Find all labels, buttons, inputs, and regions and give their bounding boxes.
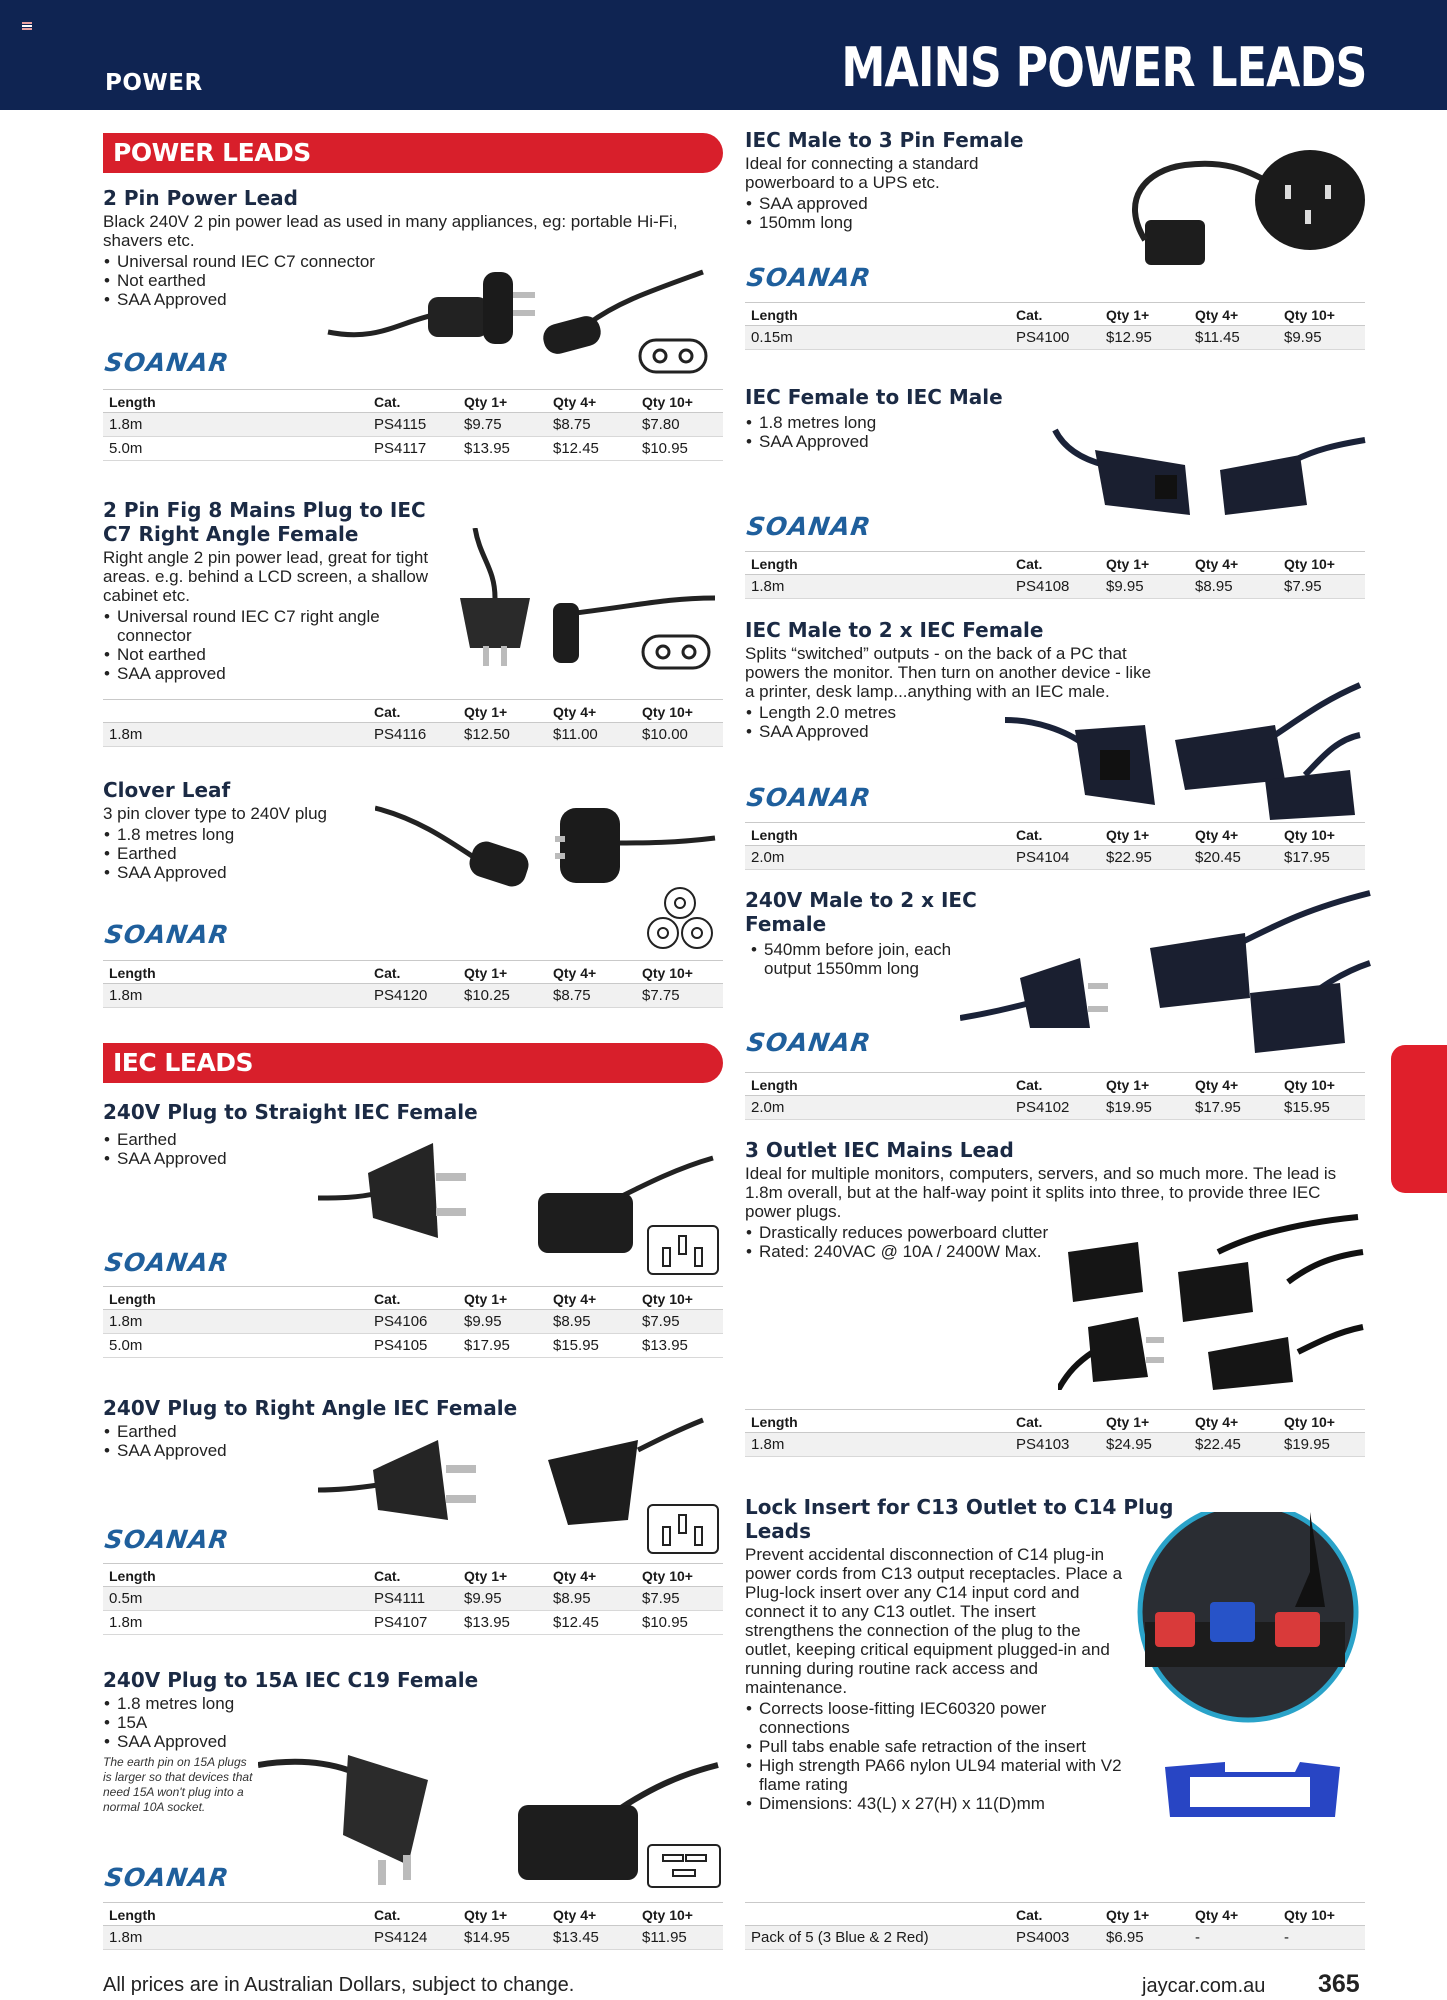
product-image-lock-insert xyxy=(1135,1512,1367,1832)
page-header xyxy=(0,0,1447,110)
table-header-cell: Cat. xyxy=(368,1903,458,1926)
table-cell: 1.8m xyxy=(745,1433,1010,1457)
table-cell: - xyxy=(1189,1926,1278,1950)
table-cell: $15.95 xyxy=(1278,1096,1365,1120)
table-row xyxy=(103,984,723,1008)
table-header-cell: Length xyxy=(103,1564,368,1587)
brand-logo: SOANAR xyxy=(102,348,232,377)
table-header-cell: Qty 10+ xyxy=(636,1564,723,1587)
table-header-cell: Qty 1+ xyxy=(1100,303,1189,326)
socket-c19-icon xyxy=(648,1845,720,1887)
brand-logo: SOANAR xyxy=(744,512,874,541)
table-header-cell: Length xyxy=(745,303,1010,326)
table-cell: $8.75 xyxy=(547,413,636,437)
table-header-cell: Length xyxy=(745,1410,1010,1433)
table-cell: 5.0m xyxy=(103,1334,368,1358)
table-cell: $17.95 xyxy=(1278,846,1365,870)
table-header-cell: Length xyxy=(745,823,1010,846)
bullet: • 1.8 metres long xyxy=(745,413,1045,432)
product-desc: Black 240V 2 pin power lead as used in many appliances, eg: portable Hi-Fi, shavers etc. xyxy=(103,212,678,250)
table-cell: $7.95 xyxy=(1278,575,1365,599)
bullet: • SAA Approved xyxy=(103,290,723,309)
table-cell: $22.95 xyxy=(1100,846,1189,870)
table-cell: PS4106 xyxy=(368,1310,458,1334)
price-table xyxy=(103,389,723,461)
bullet: • Dimensions: 43(L) x 27(H) x 11(D)mm xyxy=(745,1794,1125,1813)
table-header-cell xyxy=(745,1903,1010,1926)
table-cell: $8.95 xyxy=(547,1587,636,1611)
bullet: • Universal round IEC C7 connector xyxy=(103,252,723,271)
table-header-cell: Qty 1+ xyxy=(1100,1073,1189,1096)
table-cell: PS4108 xyxy=(1010,575,1100,599)
brand-logo: SOANAR xyxy=(744,783,874,812)
table-header-cell: Qty 4+ xyxy=(1189,1410,1278,1433)
table-header-cell: Qty 10+ xyxy=(636,961,723,984)
table-cell: 2.0m xyxy=(745,846,1010,870)
product-fig8-right-angle xyxy=(103,498,433,683)
price-table xyxy=(745,1902,1365,1950)
product-image-straight-iec xyxy=(318,1138,723,1278)
table-cell: $11.95 xyxy=(636,1926,723,1950)
table-header-cell: Qty 1+ xyxy=(458,390,547,413)
table-header-cell: Qty 10+ xyxy=(636,700,723,723)
bullet: • Length 2.0 metres xyxy=(745,703,1165,722)
price-table xyxy=(103,1902,723,1950)
table-row xyxy=(103,1587,723,1611)
brand-logo: SOANAR xyxy=(102,1525,232,1554)
table-header-cell: Qty 4+ xyxy=(547,1564,636,1587)
bullet: • 540mm before join, each output 1550mm long xyxy=(750,940,995,978)
table-cell: Pack of 5 (3 Blue & 2 Red) xyxy=(745,1926,1010,1950)
table-cell: $8.95 xyxy=(547,1310,636,1334)
product-image-2-pin-lead xyxy=(318,262,723,382)
price-table xyxy=(745,1072,1365,1120)
table-cell: 1.8m xyxy=(103,1611,368,1635)
table-cell: $9.95 xyxy=(458,1310,547,1334)
price-table xyxy=(103,960,723,1008)
product-240v-male-2x-iec-female xyxy=(745,888,995,978)
table-header-cell: Qty 1+ xyxy=(458,700,547,723)
bullet: • SAA approved xyxy=(103,664,433,683)
table-header-cell: Qty 4+ xyxy=(547,961,636,984)
table-cell: $7.80 xyxy=(636,413,723,437)
table-cell: $13.45 xyxy=(547,1926,636,1950)
table-cell: $13.95 xyxy=(636,1334,723,1358)
table-header-cell: Qty 1+ xyxy=(1100,552,1189,575)
table-cell: PS4117 xyxy=(368,437,458,461)
table-header-cell: Cat. xyxy=(1010,1903,1100,1926)
table-header-cell: Cat. xyxy=(368,1564,458,1587)
page-number: 365 xyxy=(1318,1970,1360,1998)
table-cell: $24.95 xyxy=(1100,1433,1189,1457)
table-cell: $19.95 xyxy=(1100,1096,1189,1120)
product-desc: Ideal for connecting a standard powerboard to a UPS etc. xyxy=(745,154,979,192)
price-table xyxy=(103,1286,723,1358)
table-cell: $14.95 xyxy=(458,1926,547,1950)
product-title: 240V Plug to Right Angle IEC Female xyxy=(103,1396,518,1420)
table-cell: $12.45 xyxy=(547,437,636,461)
table-row xyxy=(745,1096,1365,1120)
product-title: 240V Plug to 15A IEC C19 Female xyxy=(103,1668,479,1692)
table-cell: $9.95 xyxy=(1100,575,1189,599)
socket-c13-icon xyxy=(648,1226,718,1274)
table-cell: PS4100 xyxy=(1010,326,1100,350)
bullet: • Not earthed xyxy=(103,271,723,290)
table-header-cell: Qty 4+ xyxy=(547,700,636,723)
product-image-iec-3pin xyxy=(1125,140,1367,275)
table-header-cell: Length xyxy=(103,961,368,984)
product-image-clover-lead xyxy=(375,798,723,958)
product-title: Lock Insert for C13 Outlet to C14 Plug Leads xyxy=(745,1495,1174,1543)
bullet: • 1.8 metres long xyxy=(103,1694,723,1713)
table-header-cell: Qty 10+ xyxy=(636,390,723,413)
table-row xyxy=(103,437,723,461)
table-cell: PS4103 xyxy=(1010,1433,1100,1457)
bullet: • 150mm long xyxy=(745,213,1045,232)
table-cell: 1.8m xyxy=(103,723,368,747)
product-image-iec-splitter xyxy=(1005,680,1367,820)
product-desc: Prevent accidental disconnection of C14 plug-in power cords from C13 output receptacles. Place a Plug-lock insert over any C14 input cord and connect it to any C13 outlet. The insert strengthens the connection of the plug to the outlet, keeping critical equipment plugged-in and running during routine rack access and maintenance. xyxy=(745,1545,1123,1697)
product-iec-male-3pin-female xyxy=(745,128,1045,232)
table-header-cell: Qty 10+ xyxy=(636,1903,723,1926)
price-table xyxy=(745,551,1365,599)
table-cell: 5.0m xyxy=(103,437,368,461)
bullet: • Earthed xyxy=(103,1422,723,1441)
table-header-cell: Cat. xyxy=(368,700,458,723)
table-header-cell: Qty 4+ xyxy=(1189,552,1278,575)
table-header-cell: Qty 10+ xyxy=(1278,1903,1365,1926)
product-title: IEC Female to IEC Male xyxy=(745,385,1003,409)
table-header-cell: Length xyxy=(745,1073,1010,1096)
table-cell: PS4120 xyxy=(368,984,458,1008)
table-header-cell: Length xyxy=(103,390,368,413)
table-header-cell: Qty 1+ xyxy=(458,1564,547,1587)
table-cell: $13.95 xyxy=(458,1611,547,1635)
product-title: 2 Pin Fig 8 Mains Plug to IEC C7 Right Angle Female xyxy=(103,498,426,546)
product-lock-insert xyxy=(745,1495,1174,1813)
table-row xyxy=(103,723,723,747)
table-header-cell: Qty 10+ xyxy=(1278,823,1365,846)
table-row xyxy=(745,1926,1365,1950)
table-header-cell xyxy=(103,700,368,723)
bullet: • SAA Approved xyxy=(103,1149,723,1168)
table-header-cell: Qty 1+ xyxy=(1100,1903,1189,1926)
product-image-right-angle-iec xyxy=(318,1410,723,1555)
bullet: • Earthed xyxy=(103,844,363,863)
product-title: IEC Male to 3 Pin Female xyxy=(745,128,1024,152)
product-image-fig8-lead xyxy=(435,528,723,678)
brand-logo: SOANAR xyxy=(102,1248,232,1277)
table-cell: $10.00 xyxy=(636,723,723,747)
table-header-cell: Qty 4+ xyxy=(1189,303,1278,326)
table-header-cell: Qty 1+ xyxy=(458,1287,547,1310)
bullet: • SAA approved xyxy=(745,194,1045,213)
table-header-cell: Qty 10+ xyxy=(1278,552,1365,575)
table-row xyxy=(103,1926,723,1950)
price-table xyxy=(103,1563,723,1635)
product-title: 240V Plug to Straight IEC Female xyxy=(103,1100,478,1124)
brand-logo: SOANAR xyxy=(744,1028,874,1057)
table-cell: PS4104 xyxy=(1010,846,1100,870)
product-title: 240V Male to 2 x IEC Female xyxy=(745,888,977,936)
side-tab[interactable] xyxy=(1391,1045,1447,1193)
table-header-cell: Qty 4+ xyxy=(1189,823,1278,846)
page-title: MAINS POWER LEADS xyxy=(841,36,1367,99)
bullet: • SAA Approved xyxy=(103,863,363,882)
product-clover-leaf xyxy=(103,778,363,882)
table-header-cell: Qty 10+ xyxy=(1278,1073,1365,1096)
table-cell: PS4102 xyxy=(1010,1096,1100,1120)
bullet: • SAA Approved xyxy=(103,1441,723,1460)
table-cell: PS4107 xyxy=(368,1611,458,1635)
bullet: • High strength PA66 nylon UL94 material with V2 flame rating xyxy=(745,1756,1125,1794)
table-cell: $8.75 xyxy=(547,984,636,1008)
product-title: 2 Pin Power Lead xyxy=(103,186,298,210)
table-row xyxy=(745,326,1365,350)
table-cell: 1.8m xyxy=(103,1310,368,1334)
product-title: IEC Male to 2 x IEC Female xyxy=(745,618,1044,642)
table-cell: 0.15m xyxy=(745,326,1010,350)
table-cell: $11.00 xyxy=(547,723,636,747)
product-title: 3 Outlet IEC Mains Lead xyxy=(745,1138,1014,1162)
price-table xyxy=(745,302,1365,350)
table-row xyxy=(103,1611,723,1635)
table-cell: $17.95 xyxy=(1189,1096,1278,1120)
table-cell: $9.75 xyxy=(458,413,547,437)
product-desc: Splits “switched” outputs - on the back of a PC that powers the monitor. Then turn on another device - like a printer, desk lamp...anything with an IEC male. xyxy=(745,644,1152,701)
socket-clover-icon xyxy=(665,888,695,918)
table-header-cell: Cat. xyxy=(1010,823,1100,846)
table-header-cell: Qty 10+ xyxy=(1278,303,1365,326)
product-image-3-outlet-lead xyxy=(1058,1212,1367,1390)
table-cell: $9.95 xyxy=(458,1587,547,1611)
table-row xyxy=(103,1334,723,1358)
table-header-cell: Qty 1+ xyxy=(1100,823,1189,846)
table-header-cell: Cat. xyxy=(368,390,458,413)
table-header-cell: Cat. xyxy=(1010,303,1100,326)
flag-icon xyxy=(22,22,32,30)
bullet: • Not earthed xyxy=(103,645,433,664)
table-header-cell: Cat. xyxy=(1010,1073,1100,1096)
table-header-cell: Cat. xyxy=(1010,552,1100,575)
table-cell: $11.45 xyxy=(1189,326,1278,350)
table-cell: PS4105 xyxy=(368,1334,458,1358)
bullet: • 1.8 metres long xyxy=(103,825,363,844)
table-cell: 0.5m xyxy=(103,1587,368,1611)
table-header-cell: Qty 10+ xyxy=(1278,1410,1365,1433)
table-cell: $7.95 xyxy=(636,1310,723,1334)
table-cell: PS4115 xyxy=(368,413,458,437)
table-cell: $22.45 xyxy=(1189,1433,1278,1457)
bullet: • Pull tabs enable safe retraction of the insert xyxy=(745,1737,1125,1756)
table-header-cell: Qty 4+ xyxy=(1189,1073,1278,1096)
table-cell: $9.95 xyxy=(1278,326,1365,350)
table-cell: $10.95 xyxy=(636,1611,723,1635)
table-row xyxy=(745,1433,1365,1457)
bullet: • Corrects loose-fitting IEC60320 power connections xyxy=(745,1699,1125,1737)
product-note: The earth pin on 15A plugs is larger so that devices that need 15A won't plug into a normal 10A socket. xyxy=(103,1755,253,1814)
bullet: • Universal round IEC C7 right angle connector xyxy=(103,607,433,645)
table-cell: $7.75 xyxy=(636,984,723,1008)
table-cell: 2.0m xyxy=(745,1096,1010,1120)
socket-c13-icon xyxy=(648,1505,718,1553)
table-cell: $10.25 xyxy=(458,984,547,1008)
bullet: • Rated: 240VAC @ 10A / 2400W Max. xyxy=(745,1242,1367,1261)
table-header-cell: Qty 4+ xyxy=(547,390,636,413)
bullet: • SAA Approved xyxy=(103,1732,723,1751)
bullet: • 15A xyxy=(103,1713,723,1732)
table-cell: PS4116 xyxy=(368,723,458,747)
table-cell: - xyxy=(1278,1926,1365,1950)
table-header-cell: Length xyxy=(745,552,1010,575)
bullet: • SAA Approved xyxy=(745,432,1045,451)
table-header-cell: Qty 10+ xyxy=(636,1287,723,1310)
price-table xyxy=(745,822,1365,870)
brand-logo: SOANAR xyxy=(102,1863,232,1892)
table-cell: 1.8m xyxy=(103,984,368,1008)
price-table xyxy=(103,699,723,747)
bullet: • SAA Approved xyxy=(745,722,1165,741)
bullet: • Earthed xyxy=(103,1130,723,1149)
iec-leads-bar: IEC LEADS xyxy=(103,1043,723,1083)
table-header-cell: Qty 4+ xyxy=(547,1903,636,1926)
product-image-240v-splitter xyxy=(960,888,1372,1058)
table-header-cell: Qty 1+ xyxy=(458,1903,547,1926)
table-cell: PS4124 xyxy=(368,1926,458,1950)
section-label: POWER xyxy=(105,70,203,96)
table-cell: 1.8m xyxy=(103,413,368,437)
table-cell: $19.95 xyxy=(1278,1433,1365,1457)
table-cell: $10.95 xyxy=(636,437,723,461)
table-cell: $17.95 xyxy=(458,1334,547,1358)
table-header-cell: Cat. xyxy=(1010,1410,1100,1433)
socket-c7-icon xyxy=(643,636,709,668)
product-title: Clover Leaf xyxy=(103,778,231,802)
price-table xyxy=(745,1409,1365,1457)
product-desc: Right angle 2 pin power lead, great for tight areas. e.g. behind a LCD screen, a shallow cabinet etc. xyxy=(103,548,429,605)
footer-note: All prices are in Australian Dollars, subject to change. xyxy=(103,1974,575,1996)
table-cell: $7.95 xyxy=(636,1587,723,1611)
table-cell: $15.95 xyxy=(547,1334,636,1358)
table-cell: $12.95 xyxy=(1100,326,1189,350)
bullet: • Drastically reduces powerboard clutter xyxy=(745,1223,1367,1242)
table-cell: $12.50 xyxy=(458,723,547,747)
table-cell: $8.95 xyxy=(1189,575,1278,599)
table-header-cell: Qty 4+ xyxy=(547,1287,636,1310)
table-row xyxy=(103,1310,723,1334)
product-iec-female-iec-male xyxy=(745,385,1045,451)
table-header-cell: Length xyxy=(103,1287,368,1310)
power-leads-bar: POWER LEADS xyxy=(103,133,723,173)
table-header-cell: Length xyxy=(103,1903,368,1926)
table-cell: $6.95 xyxy=(1100,1926,1189,1950)
table-header-cell: Qty 1+ xyxy=(458,961,547,984)
product-image-iec-extension xyxy=(1045,420,1367,520)
table-cell: $13.95 xyxy=(458,437,547,461)
table-header-cell: Cat. xyxy=(368,961,458,984)
table-cell: 1.8m xyxy=(103,1926,368,1950)
brand-logo: SOANAR xyxy=(744,263,874,292)
product-image-c19-lead xyxy=(258,1735,723,1890)
product-desc: Ideal for multiple monitors, computers, servers, and so much more. The lead is 1.8m overall, but at the half-way point it splits into three, to provide three IEC power plugs. xyxy=(745,1164,1337,1221)
socket-c7-icon xyxy=(640,340,706,372)
table-cell: $12.45 xyxy=(547,1611,636,1635)
table-row xyxy=(745,575,1365,599)
table-cell: PS4111 xyxy=(368,1587,458,1611)
table-row xyxy=(745,846,1365,870)
table-header-cell: Qty 4+ xyxy=(1189,1903,1278,1926)
table-header-cell: Qty 1+ xyxy=(1100,1410,1189,1433)
table-cell: $20.45 xyxy=(1189,846,1278,870)
product-desc: 3 pin clover type to 240V plug xyxy=(103,804,327,823)
table-cell: 1.8m xyxy=(745,575,1010,599)
footer-url[interactable]: jaycar.com.au xyxy=(1142,1975,1266,1997)
table-cell: PS4003 xyxy=(1010,1926,1100,1950)
brand-logo: SOANAR xyxy=(102,920,232,949)
table-header-cell: Cat. xyxy=(368,1287,458,1310)
table-row xyxy=(103,413,723,437)
